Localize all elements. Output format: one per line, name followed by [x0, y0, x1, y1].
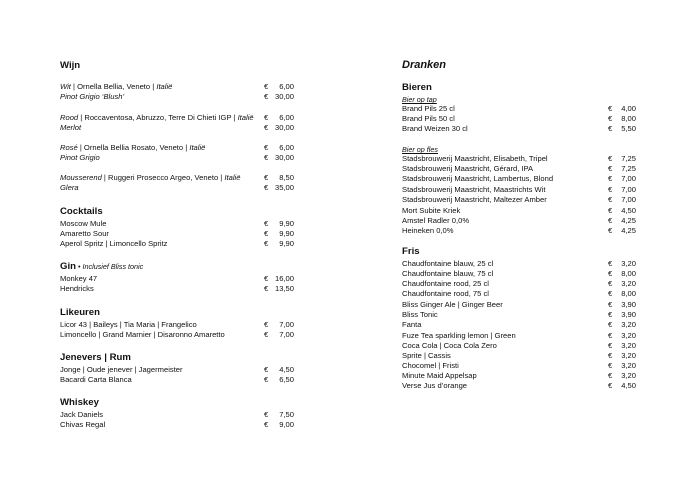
- currency: €: [608, 226, 613, 235]
- price: 8,00: [621, 114, 636, 123]
- currency: €: [608, 371, 613, 380]
- price: 8,00: [621, 269, 636, 278]
- price: 6,50: [279, 375, 294, 384]
- section-title-bieren: Bieren: [402, 82, 432, 93]
- price: 8,00: [621, 289, 636, 298]
- menu-item: Fuze Tea sparkling lemon | Green € 3,20: [402, 331, 636, 340]
- currency: €: [608, 381, 613, 390]
- price: 4,00: [621, 104, 636, 113]
- menu-item: Pinot Grigio ‘Blush’ € 30,00: [60, 92, 294, 101]
- currency: €: [608, 269, 613, 278]
- menu-item: Mort Subite Kriek € 4,50: [402, 206, 636, 215]
- currency: €: [264, 153, 269, 162]
- price: 6,00: [279, 82, 294, 91]
- menu-item: Amaretto Sour € 9,90: [60, 229, 294, 238]
- price: 3,20: [621, 331, 636, 340]
- menu-item: Minute Maid Appelsap € 3,20: [402, 371, 636, 380]
- currency: €: [264, 82, 269, 91]
- page-title-dranken: Dranken: [402, 59, 447, 71]
- currency: €: [264, 183, 269, 192]
- price: 7,00: [621, 185, 636, 194]
- price: 7,25: [621, 164, 636, 173]
- price: 7,50: [279, 410, 294, 419]
- menu-item: Jack Daniels € 7,50: [60, 410, 294, 419]
- price: 3,20: [621, 341, 636, 350]
- price: 13,50: [274, 284, 294, 293]
- currency: €: [608, 104, 613, 113]
- price: 7,25: [621, 154, 636, 163]
- menu-item: Chocomel | Fristi € 3,20: [402, 361, 636, 370]
- menu-item: Rosé | Ornella Bellia Rosato, Veneto | Italië € 6,00: [60, 143, 294, 152]
- currency: €: [264, 143, 269, 152]
- price: 30,00: [274, 153, 294, 162]
- menu-item: Glera € 35,00: [60, 183, 294, 192]
- menu-item: Mousserend | Ruggeri Prosecco Argeo, Veneto | Italië € 8,50: [60, 173, 294, 182]
- currency: €: [608, 195, 613, 204]
- currency: €: [608, 185, 613, 194]
- menu-item: Brand Pils 50 cl € 8,00: [402, 114, 636, 123]
- currency: €: [264, 219, 269, 228]
- menu-item: Chaudfontaine rood, 25 cl € 3,20: [402, 279, 636, 288]
- subheading-bier-op-tap: Bier op tap: [402, 95, 437, 104]
- menu-item: Stadsbrouwerij Maastricht, Maastrichts Wit € 7,00: [402, 185, 636, 194]
- menu-item: Brand Pils 25 cl € 4,00: [402, 104, 636, 113]
- currency: €: [608, 341, 613, 350]
- currency: €: [608, 310, 613, 319]
- currency: €: [608, 216, 613, 225]
- price: 5,50: [621, 124, 636, 133]
- price: 3,20: [621, 259, 636, 268]
- menu-item: Chaudfontaine rood, 75 cl € 8,00: [402, 289, 636, 298]
- currency: €: [264, 229, 269, 238]
- price: 30,00: [274, 92, 294, 101]
- currency: €: [608, 289, 613, 298]
- menu-item: Chivas Regal € 9,00: [60, 420, 294, 429]
- section-title-gin: Gin • Inclusief Bliss tonic: [60, 261, 144, 272]
- currency: €: [264, 284, 269, 293]
- price: 4,50: [621, 206, 636, 215]
- menu-item: Wit | Ornella Bellia, Veneto | Italië € 6,00: [60, 82, 294, 91]
- menu-item: Merlot € 30,00: [60, 123, 294, 132]
- price: 3,20: [621, 279, 636, 288]
- menu-item: Verse Jus d’orange € 4,50: [402, 381, 636, 390]
- currency: €: [608, 259, 613, 268]
- price: 9,00: [279, 420, 294, 429]
- currency: €: [608, 114, 613, 123]
- currency: €: [608, 164, 613, 173]
- price: 9,90: [279, 239, 294, 248]
- subheading-bier-op-fles: Bier op fles: [402, 145, 438, 154]
- currency: €: [264, 330, 269, 339]
- currency: €: [264, 92, 269, 101]
- price: 4,50: [621, 381, 636, 390]
- menu-item: Stadsbrouwerij Maastricht, Maltezer Amber € 7,00: [402, 195, 636, 204]
- gin-note: • Inclusief Bliss tonic: [76, 262, 144, 271]
- menu-item: Licor 43 | Baileys | Tia Maria | Frangelico € 7,00: [60, 320, 294, 329]
- menu-item: Heineken 0,0% € 4,25: [402, 226, 636, 235]
- price: 35,00: [274, 183, 294, 192]
- menu-item: Fanta € 3,20: [402, 320, 636, 329]
- menu-item: Chaudfontaine blauw, 25 cl € 3,20: [402, 259, 636, 268]
- currency: €: [264, 113, 269, 122]
- currency: €: [608, 174, 613, 183]
- section-title-jenevers-rum: Jenevers | Rum: [60, 352, 131, 363]
- price: 30,00: [274, 123, 294, 132]
- section-title-whiskey: Whiskey: [60, 397, 99, 408]
- price: 6,00: [279, 143, 294, 152]
- currency: €: [608, 124, 613, 133]
- menu-item: Stadsbrouwerij Maastricht, Elisabeth, Tripel € 7,25: [402, 154, 636, 163]
- section-title-fris: Fris: [402, 246, 420, 257]
- section-title-wijn: Wijn: [60, 60, 81, 71]
- price: 6,00: [279, 113, 294, 122]
- price: 7,00: [279, 320, 294, 329]
- menu-item: Brand Weizen 30 cl € 5,50: [402, 124, 636, 133]
- menu-item: Sprite | Cassis € 3,20: [402, 351, 636, 360]
- currency: €: [608, 351, 613, 360]
- price: 7,00: [621, 195, 636, 204]
- menu-item: Stadsbrouwerij Maastricht, Lambertus, Blond € 7,00: [402, 174, 636, 183]
- currency: €: [264, 239, 269, 248]
- currency: €: [608, 361, 613, 370]
- price: 3,90: [621, 310, 636, 319]
- menu-item: Monkey 47 € 16,00: [60, 274, 294, 283]
- menu-item: Rood | Roccaventosa, Abruzzo, Terre Di Chieti IGP | Italië € 6,00: [60, 113, 294, 122]
- section-title-likeuren: Likeuren: [60, 307, 100, 318]
- menu-item: Hendricks € 13,50: [60, 284, 294, 293]
- menu-item: Amstel Radler 0,0% € 4,25: [402, 216, 636, 225]
- price: 16,00: [274, 274, 294, 283]
- currency: €: [608, 206, 613, 215]
- menu-item: Moscow Mule € 9,90: [60, 219, 294, 228]
- currency: €: [264, 420, 269, 429]
- price: 7,00: [621, 174, 636, 183]
- menu-item: Limoncello | Grand Marnier | Disaronno Amaretto € 7,00: [60, 330, 294, 339]
- currency: €: [264, 173, 269, 182]
- currency: €: [264, 410, 269, 419]
- currency: €: [264, 365, 269, 374]
- menu-item: Coca Cola | Coca Cola Zero € 3,20: [402, 341, 636, 350]
- section-title-cocktails: Cocktails: [60, 206, 103, 217]
- menu-item: Bliss Tonic € 3,90: [402, 310, 636, 319]
- currency: €: [264, 274, 269, 283]
- menu-item: Bacardi Carta Blanca € 6,50: [60, 375, 294, 384]
- currency: €: [608, 300, 613, 309]
- currency: €: [608, 279, 613, 288]
- currency: €: [608, 331, 613, 340]
- currency: €: [264, 123, 269, 132]
- price: 4,50: [279, 365, 294, 374]
- menu-item: Stadsbrouwerij Maastricht, Gérard, IPA € 7,25: [402, 164, 636, 173]
- price: 3,90: [621, 300, 636, 309]
- price: 9,90: [279, 229, 294, 238]
- price: 3,20: [621, 320, 636, 329]
- menu-item: Bliss Ginger Ale | Ginger Beer € 3,90: [402, 300, 636, 309]
- currency: €: [264, 375, 269, 384]
- currency: €: [608, 154, 613, 163]
- price: 3,20: [621, 351, 636, 360]
- price: 7,00: [279, 330, 294, 339]
- currency: €: [608, 320, 613, 329]
- menu-item: Aperol Spritz | Limoncello Spritz € 9,90: [60, 239, 294, 248]
- menu-item: Pinot Grigio € 30,00: [60, 153, 294, 162]
- menu-item: Chaudfontaine blauw, 75 cl € 8,00: [402, 269, 636, 278]
- menu-item: Jonge | Oude jenever | Jagermeister € 4,50: [60, 365, 294, 374]
- price: 8,50: [279, 173, 294, 182]
- price: 9,90: [279, 219, 294, 228]
- price: 3,20: [621, 371, 636, 380]
- price: 4,25: [621, 216, 636, 225]
- currency: €: [264, 320, 269, 329]
- price: 3,20: [621, 361, 636, 370]
- price: 4,25: [621, 226, 636, 235]
